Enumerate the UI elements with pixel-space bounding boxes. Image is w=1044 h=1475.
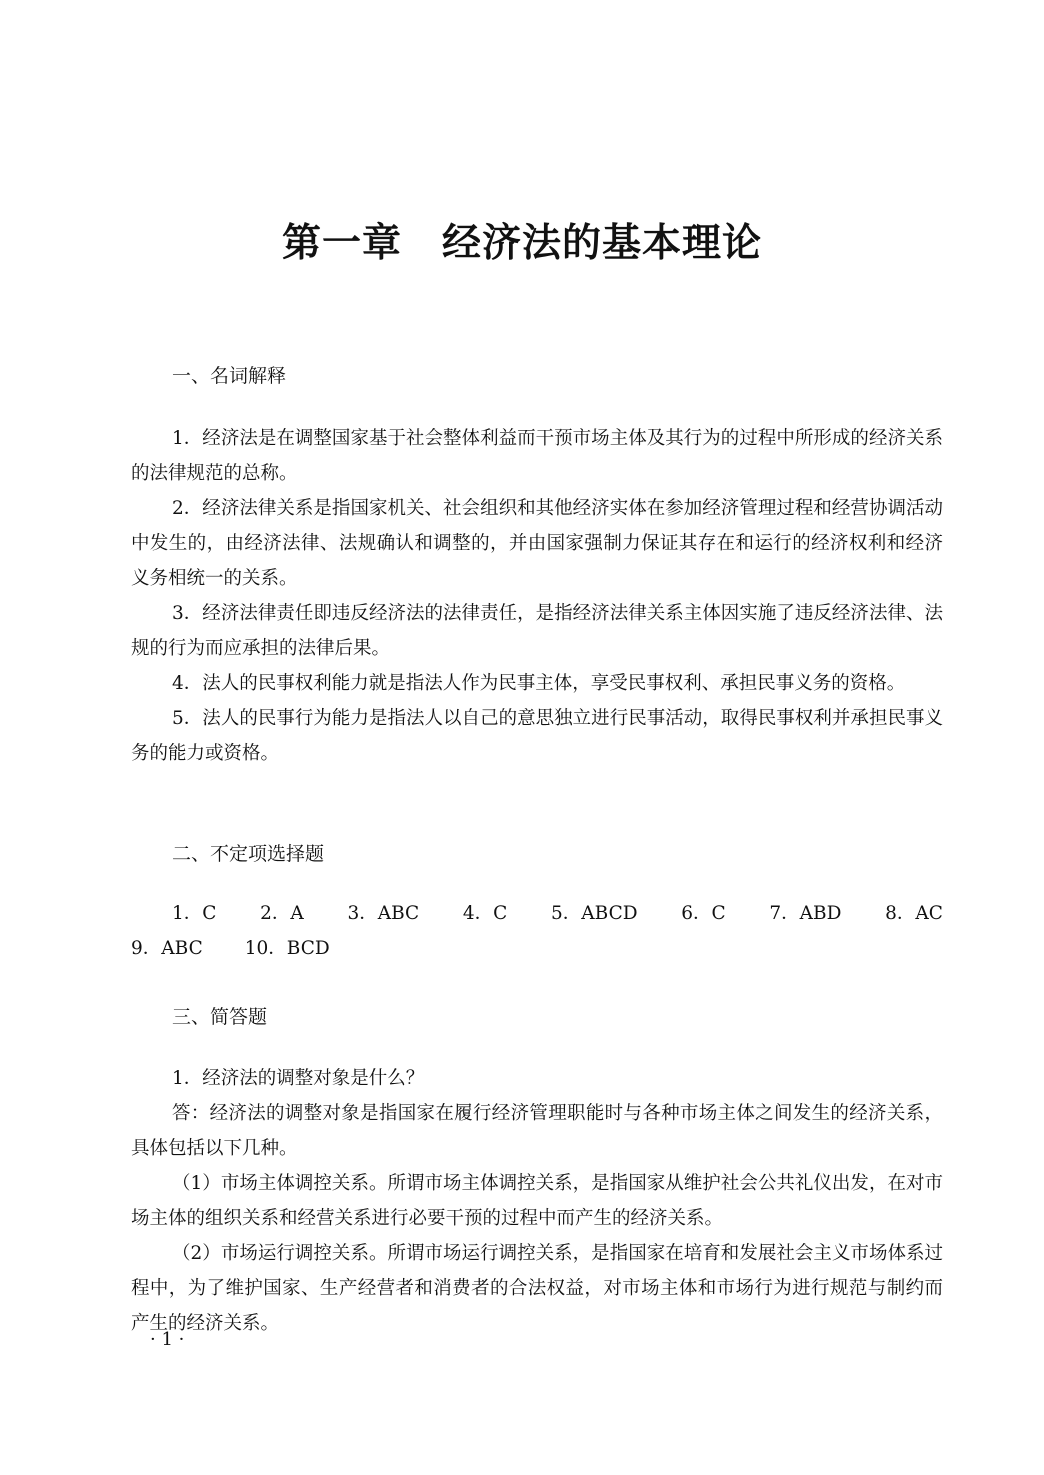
term-item: 3．经济法律责任即违反经济法的法律责任，是指经济法律关系主体因实施了违反经济法律、法规的行为而应承担的法律后果。 <box>131 603 943 659</box>
answer-item: 4．C <box>462 903 508 924</box>
answer-item: 1．C <box>172 903 217 924</box>
term-item: 2．经济法律关系是指国家机关、社会组织和其他经济实体在参加经济管理过程和经营协调活动中发生的，由经济法律、法规确认和调整的，并由国家强制力保证其存在和运行的经济权利和经济义务相统一的关系。 <box>131 498 943 589</box>
answer-row <box>131 896 943 931</box>
short-answer-list <box>131 1061 943 1341</box>
answer-item: 6．C <box>681 903 726 924</box>
answer-point: （2）市场运行调控关系。所谓市场运行调控关系，是指国家在培育和发展社会主义市场体系过程中，为了维护国家、生产经营者和消费者的合法权益，对市场主体和市场行为进行规范与制约而产生的经济关系。 <box>131 1243 943 1334</box>
question-text: 1．经济法的调整对象是什么？ <box>172 1068 425 1089</box>
page-number: · 1 · <box>150 1329 185 1350</box>
answer-item: 8．AC <box>885 903 943 924</box>
answer-row <box>131 931 943 966</box>
answer-point: （1）市场主体调控关系。所谓市场主体调控关系，是指国家从维护社会公共礼仪出发，在对市场主体的组织关系和经营关系进行必要干预的过程中而产生的经济关系。 <box>131 1173 943 1229</box>
term-item: 1．经济法是在调整国家基于社会整体利益而干预市场主体及其行为的过程中所形成的经济关系的法律规范的总称。 <box>131 428 943 484</box>
answer-text: 答：经济法的调整对象是指国家在履行经济管理职能时与各种市场主体之间发生的经济关系，具体包括以下几种。 <box>131 1103 943 1159</box>
term-item: 4．法人的民事权利能力就是指法人作为民事主体，享受民事权利、承担民事义务的资格。 <box>172 673 906 694</box>
terms-list <box>131 421 943 771</box>
chapter-title: 第一章 经济法的基本理论 <box>281 221 762 266</box>
answer-item: 2．A <box>260 903 304 924</box>
answer-item: 10．BCD <box>244 938 330 959</box>
section-heading-terms: 一、名词解释 <box>172 365 287 387</box>
term-item: 5．法人的民事行为能力是指法人以自己的意思独立进行民事活动，取得民事权利并承担民事义务的能力或资格。 <box>131 708 943 764</box>
answer-item: 7．ABD <box>769 903 842 924</box>
section-heading-short-answer: 三、简答题 <box>172 1006 268 1028</box>
answer-item: 3．ABC <box>347 903 420 924</box>
choice-answers <box>131 896 943 966</box>
section-heading-choice: 二、不定项选择题 <box>172 843 325 865</box>
answer-item: 5．ABCD <box>551 903 638 924</box>
answer-item: 9．ABC <box>131 938 203 959</box>
